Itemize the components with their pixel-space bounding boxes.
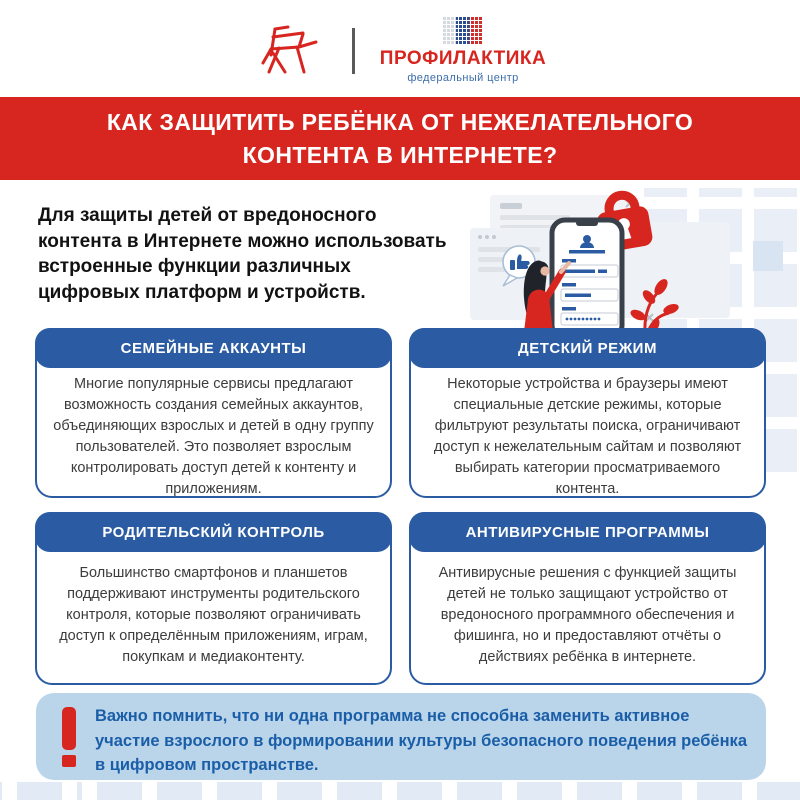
card-title: РОДИТЕЛЬСКИЙ КОНТРОЛЬ [102,523,325,541]
background-square-pattern-bottom [0,782,800,800]
card-title: СЕМЕЙНЫЕ АККАУНТЫ [120,339,307,357]
card-body: Антивирусные решения с функцией защиты детей не только защищают устройство от вредоносного программного обеспечения и фишинга, но и предоставляют отчёты о действиях ребёнка в интернете. [438,565,737,665]
exclamation-icon-dot [62,755,76,767]
exclamation-icon [62,707,76,750]
logo-divider [352,28,355,74]
intro-line: встроенные функции различных [38,256,351,277]
card-antivirus [409,512,766,685]
chair-logo [258,22,320,78]
card-title: АНТИВИРУСНЫЕ ПРОГРАММЫ [465,523,710,541]
intro-line: контента в Интернете можно использовать [38,230,447,252]
card-body: Большинство смартфонов и планшетов поддерживают инструменты родительского контроля, которые позволяют ограничивать доступ к определённым приложениям, играм, покупкам и медиаконтенту. [59,565,368,665]
intro-line: Для защиты детей от вредоносного [38,205,377,226]
card-family-accounts [35,328,392,498]
card-title: ДЕТСКИЙ РЕЖИМ [518,339,657,357]
title-banner [0,97,800,180]
intro-line: цифровых платформ и устройств. [38,281,366,303]
card-parental-control [35,512,392,685]
pixel-flag-logo-icon [443,16,483,44]
card-body: Некоторые устройства и браузеры имеют специальные детские режимы, которые фильтруют результаты поиска, ограничивают доступ к нежелательным сайтам и позволяют выбирать категории просматриваемого контента. [433,376,742,497]
brand-logo [378,16,548,84]
title-line-1: КАК ЗАЩИТИТЬ РЕБЁНКА ОТ НЕЖЕЛАТЕЛЬНОГО [106,108,694,135]
title-line-2: КОНТЕНТА В ИНТЕРНЕТЕ? [242,141,558,168]
header [0,0,800,97]
important-note [36,693,766,780]
brand-subtitle: федеральный центр [407,72,519,84]
illustration [440,185,800,332]
card-header [409,512,766,552]
card-kids-mode [409,328,766,498]
card-header [409,328,766,368]
intro-paragraph [38,203,447,305]
note-text: Важно помнить, что ни одна программа не способна заменить активное участие взрослого в формировании культуры безопасного поведения ребёнка в цифровом пространстве. [95,707,747,774]
brand-name: ПРОФИЛАКТИКА [379,48,547,69]
card-header [35,512,392,552]
card-body: Многие популярные сервисы предлагают возможность создания семейных аккаунтов, объединяющих взрослых и детей в одну группу пользователей. Это позволяет взрослым контролировать доступ детей к контенту и приложениям. [53,376,374,497]
card-header [35,328,392,368]
